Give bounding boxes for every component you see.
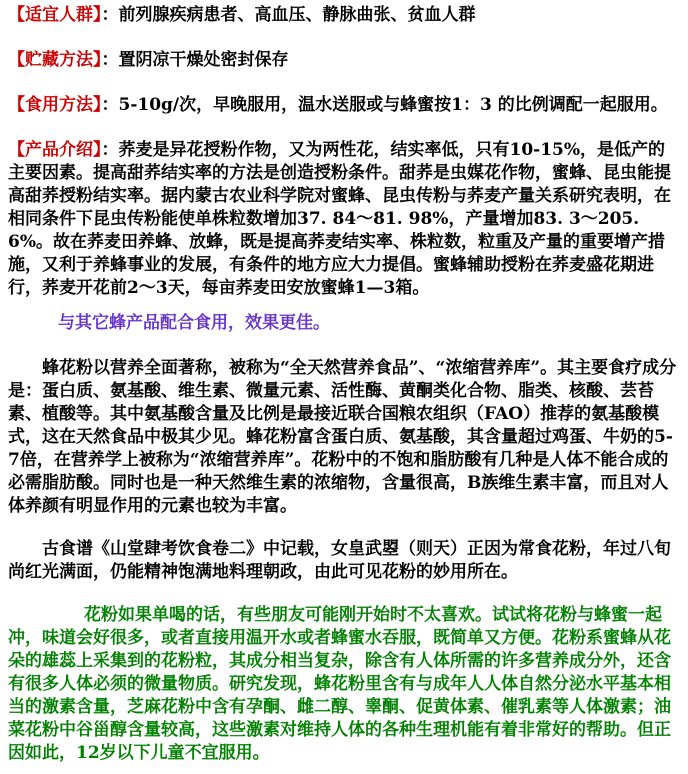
info-text: 置阴凉干燥处密封保存 (118, 50, 289, 70)
info-text: 前列腺疾病患者、高血压、静脉曲张、贫血人群 (118, 5, 476, 25)
info-separator: ： (101, 95, 119, 115)
info-label: 【食用方法】 (8, 95, 102, 115)
paragraph-ancient-recipe: 古食谱《山堂肆考饮食卷二》中记载，女皇武曌（则天）正因为常食花粉，年过八旬尚红光满面，仍能精神饱满地料理朝政，由此可见花粉的妙用所在。 (8, 539, 671, 582)
info-label: 【产品介绍】 (8, 140, 102, 160)
info-text: 荞麦是异花授粉作物，又为两性花，结实率低，只有10-15%，是低产的主要因素。提高甜荞结实率的方法是创造授粉条件。甜荞是虫媒花作物，蜜蜂、昆虫能提高甜荞授粉结实率。据内蒙古农业科学院对蜜蜂、昆虫传粉与荞麦产量关系研究表明，在相同条件下昆虫传粉能使单株粒数增加37. 84～81. 98%，产量增加83. 3～205. 6%。故在荞麦田养蜂、放蜂，既是提高荞麦结实率、株粒数，粒重及产量的重要增产措施，又利于养蜂事业的发展，有条件的地方应大力提倡。蜜蜂辅助授粉在荞麦盛花期进行，荞麦开花前2～3天，每亩荞麦田安放蜜蜂1—3箱。 (8, 140, 671, 298)
info-suitable-people (8, 4, 680, 27)
combination-tip: 与其它蜂产品配合食用，效果更佳。 (58, 313, 330, 333)
paragraph-bee-pollen-nutrition: 蜂花粉以营养全面著称，被称为“全天然营养食品”、“浓缩营养库”。其主要食疗成分是：蛋白质、氨基酸、维生素、微量元素、活性酶、黄酮类化合物、脂类、核酸、芸苔素、植酸等。其中氨基酸含量及比例是最接近联合国粮农组织（FAO）推荐的氨基酸模式，这在天然食品中极其少见。蜂花粉富含蛋白质、氨基酸，其含量超过鸡蛋、牛奶的5-7倍，在营养学上被称为“浓缩营养库”。花粉中的不饱和脂肪酸有几种是人体不能合成的必需脂肪酸。同时也是一种天然维生素的浓缩物，含量很高，B族维生素丰富，而且对人体养颜有明显作用的元素也较为丰富。 (8, 358, 677, 516)
info-label: 【适宜人群】 (8, 5, 102, 25)
info-separator: ： (101, 5, 119, 25)
info-separator: ： (101, 50, 119, 70)
info-product-intro (8, 139, 680, 300)
paragraph-consumption-advice: 花粉如果单喝的话，有些朋友可能刚开始时不太喜欢。试试将花粉与蜂蜜一起冲，味道会好很多，或者直接用温开水或者蜂蜜水吞服，既简单又方便。花粉系蜜蜂从花朵的雄蕊上采集到的花粉粒，其成分相当复杂，除含有人体所需的许多营养成分外，还含有很多人体必须的微量物质。研究发现，蜂花粉里含有与成年人人体自然分泌水平基本相当的激素含量，芝麻花粉中含有孕酮、雌二醇、睾酮、促黄体素、催乳素等人体激素；油菜花粉中谷甾醇含量较高，这些激素对维持人体的各种生理机能有着非常好的帮助。但正因如此，12岁以下儿童不宜服用。 (8, 605, 671, 763)
info-label: 【贮藏方法】 (8, 50, 102, 70)
info-usage-method (8, 94, 680, 117)
info-storage-method (8, 49, 680, 72)
info-separator: ： (101, 140, 119, 160)
info-text: 5-10g/次，早晚服用，温水送服或与蜂蜜按1：3 的比例调配一起服用。 (118, 95, 668, 115)
